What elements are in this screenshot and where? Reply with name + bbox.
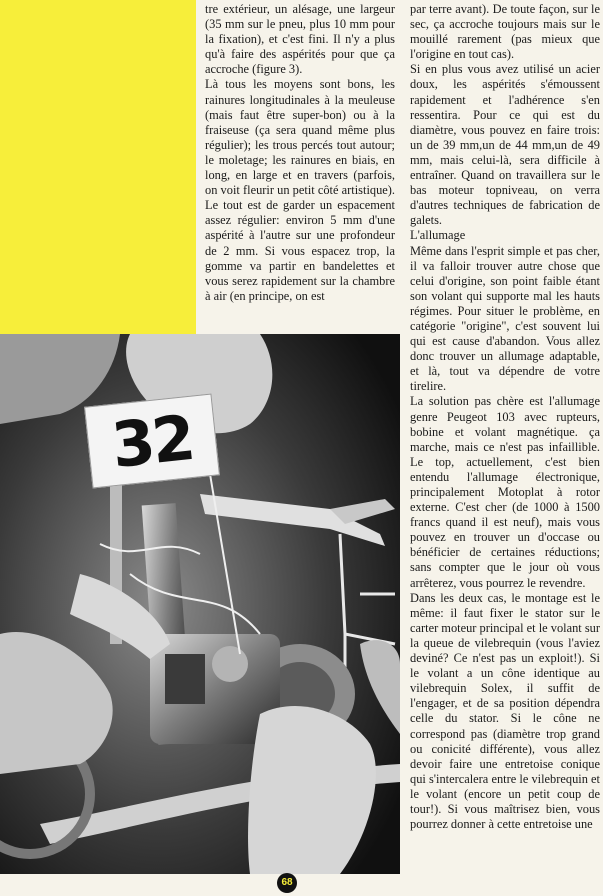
section-heading: L'allumage [410, 228, 466, 243]
article-column-middle [205, 2, 395, 304]
yellow-accent-band [0, 0, 196, 336]
paragraph: par terre avant). De toute façon, sur le sec, ça accroche toujours mais sur le mouillé rarement (pas mieux que l'origine en tout cas). [410, 2, 600, 62]
paragraph: Même dans l'esprit simple et pas cher, il va falloir trouver autre chose que celui d'origine, son point faible étant son volant qui supporte mal les hauts régimes. Pour situer le problème, en catégorie "origine", c'est souvent lui qui est cause d'abandon. Vous allez donc trouver un allumage adaptable, et là, tout va dépendre de votre tirelire. [410, 243, 600, 394]
paragraph: La solution pas chère est l'allumage genre Peugeot 103 avec rupteurs, bobine et volant magnétique. ça marche, mais ce n'est pas infaillible. Le top, actuellement, c'est bien entendu l'allumage électronique, principalement Motoplat à rotor externe. C'est cher (de 1000 à 1500 francs quand il est neuf), mais vous pouvez en trouver un d'occase ou bénéficier de certaines réductions; sans compter que le jour où vous arrêterez, vous pourrez le revendre. [410, 394, 600, 590]
paragraph: tre extérieur, un alésage, une largeur (35 mm sur le pneu, plus 10 mm pour la fixation), et c'est fini. Il n'y a plus qu'à faire des aspérités pour que ça accroche (figure 3). [205, 2, 395, 77]
paragraph: Si en plus vous avez utilisé un acier doux, les aspérités s'émoussent rapidement et l'adhérence s'en ressentira. Pour ce qui est du diamètre, vous pouvez en faire trois: un de 39 mm,un de 44 mm,un de 49 mm, mais celui-là, sera difficile à entraîner. Quand on travaillera sur le bas moteur topniveau, on verra d'autres techniques de fabrication de galets. [410, 62, 600, 228]
article-column-right [410, 2, 600, 832]
page-number: 68 [277, 873, 297, 893]
paragraph: Dans les deux cas, le montage est le même: il faut fixer le stator sur le carter moteur principal et le volant sur la queue de vilebrequin (vous l'aviez deviné? Ce n'est pas un exploit!). Si le volant a un cône identique au vilebrequin Solex, il suffit de l'engager, et de sa position dépendra celle du stator. Si le cône ne correspond pas (diamètre trop grand ou conicité différente), vous allez devoir faire une entretoise conique qui s'intercalera entre le vilebrequin et le volant (encore un petit coup de tour!). Si vous maîtrisez bien, vous pourrez donner à cette entretoise une [410, 590, 600, 832]
number-plate [84, 394, 220, 489]
paragraph: Là tous les moyens sont bons, les rainures longitudinales à la meuleuse (mais faut être super-bon) ou à la fraiseuse (ça sera quand même plus régulier); les trous percés tout autour; le moletage; les rainures en biais, en long, en large et en travers (parfois, on voit fleurir un petit côté artistique). Le tout est de garder un espacement assez régulier: environ 5 mm d'une aspérité à l'autre sur une profondeur de 2 mm. Si vous espacez trop, la gomme va partir en bandelettes et vous serez rapidement sur la chambre à air (en principe, on est [205, 77, 395, 303]
page-footer [0, 874, 603, 896]
number-plate-digits: 32 [108, 401, 196, 482]
